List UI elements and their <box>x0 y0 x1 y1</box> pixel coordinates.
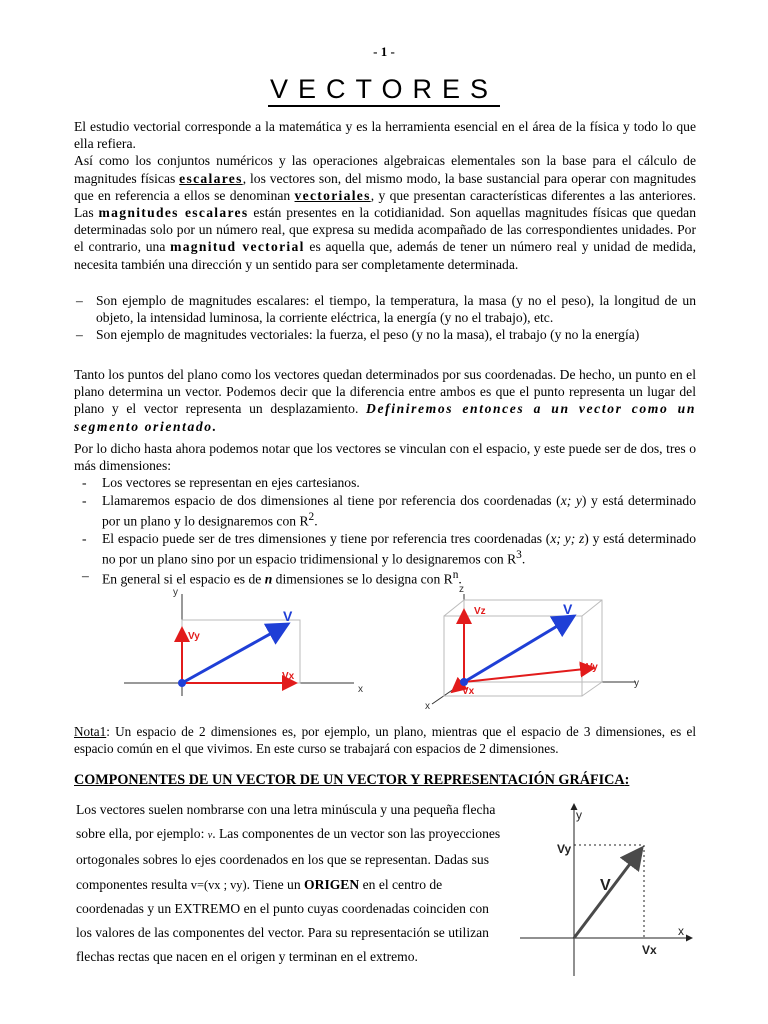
vy-label-3d: Vy <box>586 662 598 673</box>
vector-2d-diagram <box>118 584 378 700</box>
vz-label: Vz <box>474 606 486 617</box>
list-item: - El espacio puede ser de tres dimensiones y tiene por referencia tres coordenadas (x; y; z) y está determinado no por un plano sino por un espacio tridimensional y lo designaremos con $R^3$. <box>82 530 696 567</box>
examples-list <box>74 292 696 344</box>
text: están presentes en la cotidianidad. Son aquellas magnitudes físicas que quedan determinadas solo por un número real, que expresa su medida acompañado de las correspondientes unidades. Por el contrario, una <box>74 205 697 255</box>
term-escalares: escalares <box>179 170 243 186</box>
origin-point-3d <box>460 678 468 686</box>
text: es aquella que, además de tener un número real y unidad de medida, necesita también una dirección y un sentido para ser completamente determinada. <box>74 239 696 272</box>
vector-3d-diagram <box>418 582 658 712</box>
vector-symbol: v <box>207 830 213 842</box>
text: . <box>314 513 318 529</box>
vy-label-comp: Vy <box>557 842 572 856</box>
text: . <box>521 551 526 567</box>
title-text: VECTORES <box>268 74 500 107</box>
components-diagram <box>520 798 700 980</box>
example-vector: Son ejemplo de magnitudes vectoriales: la fuerza, el peso (y no la masa), el trabajo (y no la energía) <box>96 327 640 343</box>
text: Llamaremos espacio de dos dimensiones al tiene por referencia dos coordenadas ( <box>102 492 561 508</box>
term-vectoriales: vectoriales <box>294 187 371 203</box>
z-label: z <box>459 584 464 595</box>
x-label-comp: x <box>678 924 684 938</box>
coord: x; y <box>560 492 582 508</box>
y-label: y <box>173 587 178 598</box>
y-label-3d: y <box>634 678 639 689</box>
space-intro: Por lo dicho hasta ahora podemos notar que los vectores se vinculan con el espacio, y este puede ser de dos, tres o más dimensiones: <box>74 441 696 474</box>
origin-point <box>178 679 186 687</box>
text: , los vectores son, del mismo modo, la base sustancial para operar con magnitudes que en referencia a ellos se denominan <box>74 170 696 203</box>
vector-formula: v=(vx ; vy) <box>190 877 247 892</box>
x-label: x <box>358 684 363 695</box>
page-number: - 1 - <box>373 44 395 59</box>
heading-text: COMPONENTES DE UN VECTOR DE UN VECTOR Y REPRESENTACIÓN GRÁFICA <box>74 772 625 788</box>
y-label-comp: y <box>576 808 582 822</box>
text: . Tiene un <box>246 876 305 892</box>
text: : Un espacio de 2 dimensiones es, por ejemplo, un plano, mientras que el espacio de 3 dimensiones, es el espacio común en el que vivimos. En este curso se trabajará con espacios de 2 dimensiones. <box>74 724 696 756</box>
sup: 2 <box>308 510 315 523</box>
vx-label: Vx <box>282 671 295 682</box>
vector-definition: Definiremos entonces a un vector como un segmento orientado. <box>74 401 696 434</box>
section-heading <box>74 772 629 789</box>
list-item: - Llamaremos espacio de dos dimensiones al tiene por referencia dos coordenadas (x; y) y está determinado por un plano y lo designaremos con $R^2$. <box>82 492 696 529</box>
space-block <box>74 440 696 588</box>
points-paragraph <box>74 366 696 435</box>
text: Los vectores suelen nombrarse con una letra minúscula y una pequeña flecha sobre ella, por ejemplo: <box>76 802 496 842</box>
sup: n <box>452 569 459 582</box>
text: Los vectores se representan en ejes cartesianos. <box>102 475 360 491</box>
heading-colon: : <box>624 772 630 788</box>
list-item: – Son ejemplo de magnitudes vectoriales: la fuerza, el peso (y no la masa), el trabajo (y no la energía) <box>76 327 640 343</box>
intro-block <box>74 118 696 273</box>
term-magnitudes-escalares: magnitudes escalares <box>98 205 249 221</box>
v-label-3d: V <box>563 601 573 617</box>
nota-label: Nota1 <box>74 724 107 739</box>
term-magnitud-vectorial: magnitud vectorial <box>170 239 305 255</box>
list-item: – Son ejemplo de magnitudes escalares: el tiempo, la temperatura, la masa (y no el peso), la longitud de un objeto, la intensidad luminosa, la corriente eléctrica, la energía (y no el trabajo), etc. <box>76 293 696 326</box>
list-item: – En general si el espacio es de n dimensiones se lo designa con $R^n$. <box>82 568 462 588</box>
text: dimensiones se lo designa con R <box>272 572 453 588</box>
term-origen: ORIGEN <box>304 876 360 892</box>
text: Así como los conjuntos numéricos y las operaciones algebraicas elementales son la base para el cálculo de magnitudes físicas <box>74 153 696 186</box>
example-scalar: Son ejemplo de magnitudes escalares: el tiempo, la temperatura, la masa (y no el peso), la longitud de un objeto, la intensidad luminosa, la corriente eléctrica, la energía (y no el trabajo), etc. <box>96 293 696 326</box>
intro-paragraph-1: El estudio vectorial corresponde a la matemática y es la herramienta esencial en el área de la física y todo lo que ella refiera. <box>74 119 696 152</box>
vy-label: Vy <box>188 631 200 642</box>
nota-paragraph <box>74 724 696 757</box>
text: . Las componentes de un vector son las proyecciones ortogonales sobres lo ejes coordenados en los que se representan. Dadas sus componentes resulta <box>76 826 501 892</box>
text: ) y está determinado no por un plano sino por un espacio tridimensional y lo designaremos con R <box>102 530 696 567</box>
n: n <box>264 572 273 588</box>
intro-paragraph-2 <box>74 152 696 272</box>
vx-label-3d: Vx <box>462 686 475 697</box>
v-label: V <box>283 608 293 624</box>
text: El espacio puede ser de tres dimensiones y tiene por referencia tres coordenadas ( <box>102 530 551 546</box>
x-label-3d: x <box>425 701 430 712</box>
text: en el centro de coordenadas y un EXTREMO en el punto cuyas coordenadas coinciden con los valores de las componentes del vector. Para su representación se utilizan flechas rectas que nacen en el origen y terminan en el extremo. <box>76 876 489 965</box>
list-item: - Los vectores se representan en ejes cartesianos. <box>82 475 360 491</box>
page-title <box>0 74 768 105</box>
coord: x; y; z <box>550 530 585 546</box>
vx-label-comp: Vx <box>642 943 657 957</box>
text: ) y está determinado por un plano y lo designaremos con R <box>102 492 696 529</box>
text: En general si el espacio es de <box>102 572 265 588</box>
v-label-comp: V <box>600 877 611 894</box>
text: Tanto los puntos del plano como los vectores quedan determinados por sus coordenadas. De hecho, un punto en el plano determina un vector. Podemos decir que la diferencia entre ambos es que el punto representa un lugar del plano y el vector representa un desplazamiento. <box>74 367 696 417</box>
sup: 3 <box>516 548 522 561</box>
text: , y que presentan características diferentes a las anteriores. Las <box>74 187 696 221</box>
text: . <box>458 572 462 588</box>
components-paragraph <box>76 798 504 969</box>
